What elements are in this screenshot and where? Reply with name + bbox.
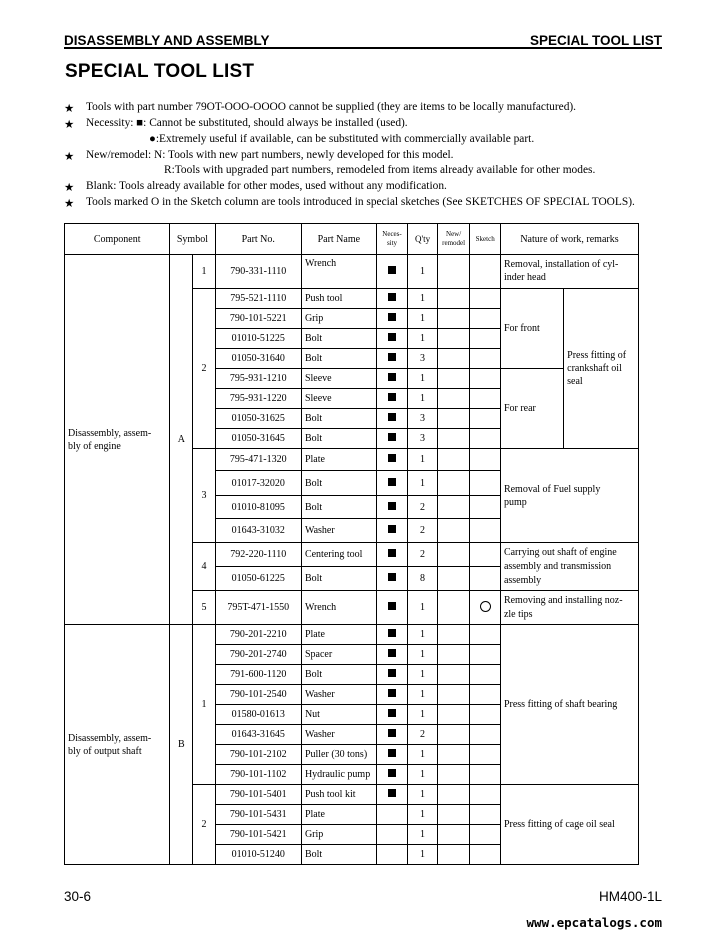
sketch-cell <box>470 625 501 645</box>
col-header-nature: Nature of work, remarks <box>500 224 638 255</box>
necessity-cell <box>376 429 408 449</box>
sketch-cell <box>470 309 501 329</box>
group-number: 2 <box>193 289 215 449</box>
part-name-cell: Nut <box>301 705 376 725</box>
necessity-cell <box>376 805 408 825</box>
necessity-square-icon <box>388 502 396 510</box>
part-name-cell: Plate <box>301 805 376 825</box>
special-tool-table <box>64 223 639 865</box>
qty-cell: 3 <box>408 349 437 369</box>
part-name-cell: Hydraulic pump <box>301 765 376 785</box>
qty-cell: 1 <box>408 845 437 865</box>
sketch-cell <box>470 805 501 825</box>
header-section: DISASSEMBLY AND ASSEMBLY <box>64 33 270 48</box>
remark-cell: Press fitting of crankshaft oil seal <box>564 289 639 449</box>
necessity-cell <box>376 369 408 389</box>
qty-cell: 1 <box>408 309 437 329</box>
necessity-square-icon <box>388 669 396 677</box>
sketch-cell <box>470 409 501 429</box>
sketch-cell <box>470 329 501 349</box>
qty-cell: 2 <box>408 725 437 745</box>
col-header-component: Component <box>65 224 170 255</box>
new-remodel-cell <box>437 389 470 409</box>
remark-cell: Removing and installing noz- zle tips <box>500 591 638 625</box>
part-no-cell: 795T-471-1550 <box>215 591 301 625</box>
new-remodel-cell <box>437 785 470 805</box>
new-remodel-cell <box>437 471 470 496</box>
col-header-part-no: Part No. <box>215 224 301 255</box>
necessity-square-icon <box>388 333 396 341</box>
group-number: 1 <box>193 255 215 289</box>
part-no-cell: 792-220-1110 <box>215 543 301 567</box>
necessity-cell <box>376 449 408 471</box>
table-header-row <box>65 224 639 255</box>
part-no-cell: 795-931-1210 <box>215 369 301 389</box>
part-no-cell: 01050-31625 <box>215 409 301 429</box>
necessity-cell <box>376 725 408 745</box>
sketch-cell <box>470 349 501 369</box>
sketch-cell <box>470 543 501 567</box>
sketch-cell <box>470 496 501 519</box>
remark-cell: Removal, installation of cyl- inder head <box>500 255 638 289</box>
qty-cell: 1 <box>408 825 437 845</box>
necessity-cell <box>376 785 408 805</box>
page-number: 30-6 <box>64 889 92 904</box>
necessity-square-icon <box>388 353 396 361</box>
necessity-cell <box>376 255 408 289</box>
new-remodel-cell <box>437 429 470 449</box>
part-name-cell: Bolt <box>301 429 376 449</box>
qty-cell: 2 <box>408 519 437 543</box>
new-remodel-cell <box>437 625 470 645</box>
part-name-cell: Sleeve <box>301 369 376 389</box>
necessity-cell <box>376 329 408 349</box>
star-icon: ★ <box>64 103 75 115</box>
new-remodel-cell <box>437 845 470 865</box>
sketch-cell <box>470 765 501 785</box>
qty-cell: 1 <box>408 255 437 289</box>
part-name-cell: Grip <box>301 309 376 329</box>
part-no-cell: 01010-51225 <box>215 329 301 349</box>
col-header-symbol: Symbol <box>170 224 215 255</box>
new-remodel-cell <box>437 665 470 685</box>
sketch-cell <box>470 471 501 496</box>
part-no-cell: 790-101-2102 <box>215 745 301 765</box>
table-row <box>65 255 639 289</box>
necessity-cell <box>376 845 408 865</box>
sketch-cell <box>470 289 501 309</box>
note-text: New/remodel: N: Tools with new part numbers, newly developed for this model. <box>86 149 454 161</box>
new-remodel-cell <box>437 255 470 289</box>
necessity-square-icon <box>388 573 396 581</box>
col-header-sketch: Sketch <box>470 224 501 255</box>
sketch-cell <box>470 685 501 705</box>
part-name-cell: Bolt <box>301 845 376 865</box>
col-header-qty: Q'ty <box>408 224 437 255</box>
new-remodel-cell <box>437 645 470 665</box>
sketch-cell <box>470 845 501 865</box>
qty-cell: 3 <box>408 429 437 449</box>
group-number: 5 <box>193 591 215 625</box>
part-no-cell: 01643-31645 <box>215 725 301 745</box>
new-remodel-cell <box>437 705 470 725</box>
note-text: Blank: Tools already available for other modes, used without any modification. <box>86 180 447 192</box>
star-icon: ★ <box>64 151 75 163</box>
necessity-cell <box>376 685 408 705</box>
component-cell: Disassembly, assem- bly of engine <box>65 255 170 625</box>
qty-cell: 1 <box>408 369 437 389</box>
part-no-cell: 01017-32020 <box>215 471 301 496</box>
necessity-cell <box>376 591 408 625</box>
group-number: 2 <box>193 785 215 865</box>
sketch-cell <box>470 519 501 543</box>
necessity-square-icon <box>388 689 396 697</box>
remark-cell: Removal of Fuel supply pump <box>500 449 638 543</box>
necessity-square-icon <box>388 525 396 533</box>
star-icon: ★ <box>64 182 75 194</box>
part-no-cell: 01643-31032 <box>215 519 301 543</box>
part-name-cell: Sleeve <box>301 389 376 409</box>
new-remodel-cell <box>437 543 470 567</box>
table-row <box>65 625 639 645</box>
qty-cell: 1 <box>408 289 437 309</box>
necessity-cell <box>376 665 408 685</box>
part-no-cell: 790-101-2540 <box>215 685 301 705</box>
necessity-cell <box>376 409 408 429</box>
new-remodel-cell <box>437 329 470 349</box>
new-remodel-cell <box>437 805 470 825</box>
sketch-circle-icon <box>480 601 491 612</box>
sketch-cell <box>470 665 501 685</box>
necessity-square-icon <box>388 478 396 486</box>
new-remodel-cell <box>437 349 470 369</box>
sketch-cell <box>470 591 501 625</box>
necessity-cell <box>376 289 408 309</box>
symbol-cell: A <box>170 255 193 625</box>
necessity-square-icon <box>388 769 396 777</box>
qty-cell: 1 <box>408 471 437 496</box>
necessity-square-icon <box>388 373 396 381</box>
necessity-square-icon <box>388 293 396 301</box>
part-no-cell: 790-101-1102 <box>215 765 301 785</box>
group-number: 1 <box>193 625 215 785</box>
sketch-cell <box>470 705 501 725</box>
part-name-cell: Centering tool <box>301 543 376 567</box>
necessity-square-icon <box>388 393 396 401</box>
necessity-cell <box>376 349 408 369</box>
watermark: www.epcatalogs.com <box>526 915 662 930</box>
sketch-cell <box>470 567 501 591</box>
part-name-cell: Plate <box>301 625 376 645</box>
part-no-cell: 01050-31645 <box>215 429 301 449</box>
sketch-cell <box>470 785 501 805</box>
new-remodel-cell <box>437 725 470 745</box>
new-remodel-cell <box>437 496 470 519</box>
qty-cell: 1 <box>408 625 437 645</box>
part-no-cell: 790-101-5421 <box>215 825 301 845</box>
necessity-square-icon <box>388 729 396 737</box>
qty-cell: 1 <box>408 665 437 685</box>
necessity-square-icon <box>388 629 396 637</box>
qty-cell: 1 <box>408 645 437 665</box>
qty-cell: 1 <box>408 449 437 471</box>
sketch-cell <box>470 725 501 745</box>
part-name-cell: Washer <box>301 725 376 745</box>
part-name-cell: Spacer <box>301 645 376 665</box>
necessity-square-icon <box>388 413 396 421</box>
group-number: 3 <box>193 449 215 543</box>
new-remodel-cell <box>437 567 470 591</box>
sketch-cell <box>470 449 501 471</box>
group-number: 4 <box>193 543 215 591</box>
qty-cell: 1 <box>408 785 437 805</box>
part-no-cell: 01010-81095 <box>215 496 301 519</box>
new-remodel-cell <box>437 309 470 329</box>
part-no-cell: 795-471-1320 <box>215 449 301 471</box>
qty-cell: 8 <box>408 567 437 591</box>
qty-cell: 1 <box>408 705 437 725</box>
part-name-cell: Bolt <box>301 665 376 685</box>
part-no-cell: 795-931-1220 <box>215 389 301 409</box>
running-header <box>64 33 662 47</box>
note-text: Necessity: ■: Cannot be substituted, should always be installed (used). <box>86 117 408 129</box>
part-name-cell: Wrench <box>301 255 376 289</box>
part-no-cell: 790-201-2210 <box>215 625 301 645</box>
part-no-cell: 01580-01613 <box>215 705 301 725</box>
sketch-cell <box>470 745 501 765</box>
part-no-cell: 790-331-1110 <box>215 255 301 289</box>
part-no-cell: 790-101-5431 <box>215 805 301 825</box>
part-no-cell: 790-101-5221 <box>215 309 301 329</box>
qty-cell: 2 <box>408 543 437 567</box>
component-cell: Disassembly, assem- bly of output shaft <box>65 625 170 865</box>
remark-cell: For rear <box>500 369 563 449</box>
col-header-part-name: Part Name <box>301 224 376 255</box>
necessity-cell <box>376 519 408 543</box>
new-remodel-cell <box>437 369 470 389</box>
necessity-square-icon <box>388 433 396 441</box>
part-no-cell: 790-101-5401 <box>215 785 301 805</box>
remark-cell: Press fitting of shaft bearing <box>500 625 638 785</box>
necessity-square-icon <box>388 266 396 274</box>
new-remodel-cell <box>437 685 470 705</box>
part-no-cell: 01010-51240 <box>215 845 301 865</box>
part-no-cell: 790-201-2740 <box>215 645 301 665</box>
necessity-square-icon <box>388 709 396 717</box>
qty-cell: 1 <box>408 591 437 625</box>
note-text: Tools marked O in the Sketch column are tools introduced in special sketches (See SKETCHES OF SPECIAL TOOLS). <box>86 196 635 208</box>
header-topic: SPECIAL TOOL LIST <box>529 33 662 48</box>
necessity-cell <box>376 765 408 785</box>
new-remodel-cell <box>437 289 470 309</box>
necessity-cell <box>376 567 408 591</box>
qty-cell: 1 <box>408 805 437 825</box>
part-name-cell: Bolt <box>301 329 376 349</box>
part-name-cell: Washer <box>301 519 376 543</box>
new-remodel-cell <box>437 591 470 625</box>
necessity-cell <box>376 705 408 725</box>
star-icon: ★ <box>64 119 75 131</box>
necessity-cell <box>376 625 408 645</box>
new-remodel-cell <box>437 519 470 543</box>
part-name-cell: Puller (30 tons) <box>301 745 376 765</box>
part-name-cell: Bolt <box>301 349 376 369</box>
sketch-cell <box>470 255 501 289</box>
part-name-cell: Push tool <box>301 289 376 309</box>
part-name-cell: Plate <box>301 449 376 471</box>
part-no-cell: 795-521-1110 <box>215 289 301 309</box>
qty-cell: 1 <box>408 389 437 409</box>
part-name-cell: Wrench <box>301 591 376 625</box>
note-text: Tools with part number 79OT-OOO-OOOO cannot be supplied (they are items to be locally manufactured). <box>86 101 577 113</box>
remark-cell: Press fitting of cage oil seal <box>500 785 638 865</box>
part-no-cell: 791-600-1120 <box>215 665 301 685</box>
part-no-cell: 01050-31640 <box>215 349 301 369</box>
necessity-square-icon <box>388 454 396 462</box>
new-remodel-cell <box>437 825 470 845</box>
remark-cell: Carrying out shaft of engine assembly and transmission assembly <box>500 543 638 591</box>
necessity-cell <box>376 825 408 845</box>
part-name-cell: Bolt <box>301 409 376 429</box>
new-remodel-cell <box>437 409 470 429</box>
new-remodel-cell <box>437 745 470 765</box>
new-remodel-cell <box>437 765 470 785</box>
part-name-cell: Grip <box>301 825 376 845</box>
sketch-cell <box>470 369 501 389</box>
necessity-square-icon <box>388 549 396 557</box>
header-rule <box>64 47 662 49</box>
col-header-new-remodel: New/ remodel <box>437 224 470 255</box>
note-text: ●:Extremely useful if available, can be substituted with commercially available part. <box>149 133 535 145</box>
sketch-cell <box>470 429 501 449</box>
necessity-cell <box>376 543 408 567</box>
remark-cell: For front <box>500 289 563 369</box>
sketch-cell <box>470 825 501 845</box>
part-name-cell: Push tool kit <box>301 785 376 805</box>
qty-cell: 1 <box>408 685 437 705</box>
star-icon: ★ <box>64 198 75 210</box>
qty-cell: 1 <box>408 329 437 349</box>
part-name-cell: Bolt <box>301 471 376 496</box>
page-title: SPECIAL TOOL LIST <box>65 61 255 82</box>
necessity-square-icon <box>388 649 396 657</box>
necessity-cell <box>376 745 408 765</box>
necessity-cell <box>376 471 408 496</box>
qty-cell: 1 <box>408 765 437 785</box>
necessity-square-icon <box>388 789 396 797</box>
qty-cell: 2 <box>408 496 437 519</box>
necessity-square-icon <box>388 602 396 610</box>
qty-cell: 3 <box>408 409 437 429</box>
new-remodel-cell <box>437 449 470 471</box>
necessity-cell <box>376 496 408 519</box>
col-header-necessity: Neces- sity <box>376 224 408 255</box>
necessity-cell <box>376 309 408 329</box>
necessity-square-icon <box>388 749 396 757</box>
necessity-cell <box>376 645 408 665</box>
part-name-cell: Washer <box>301 685 376 705</box>
note-text: R:Tools with upgraded part numbers, remodeled from items already available for other modes. <box>164 164 596 176</box>
part-name-cell: Bolt <box>301 567 376 591</box>
model-code: HM400-1L <box>598 889 662 904</box>
sketch-cell <box>470 389 501 409</box>
symbol-cell: B <box>170 625 193 865</box>
sketch-cell <box>470 645 501 665</box>
part-name-cell: Bolt <box>301 496 376 519</box>
part-no-cell: 01050-61225 <box>215 567 301 591</box>
necessity-cell <box>376 389 408 409</box>
qty-cell: 1 <box>408 745 437 765</box>
necessity-square-icon <box>388 313 396 321</box>
